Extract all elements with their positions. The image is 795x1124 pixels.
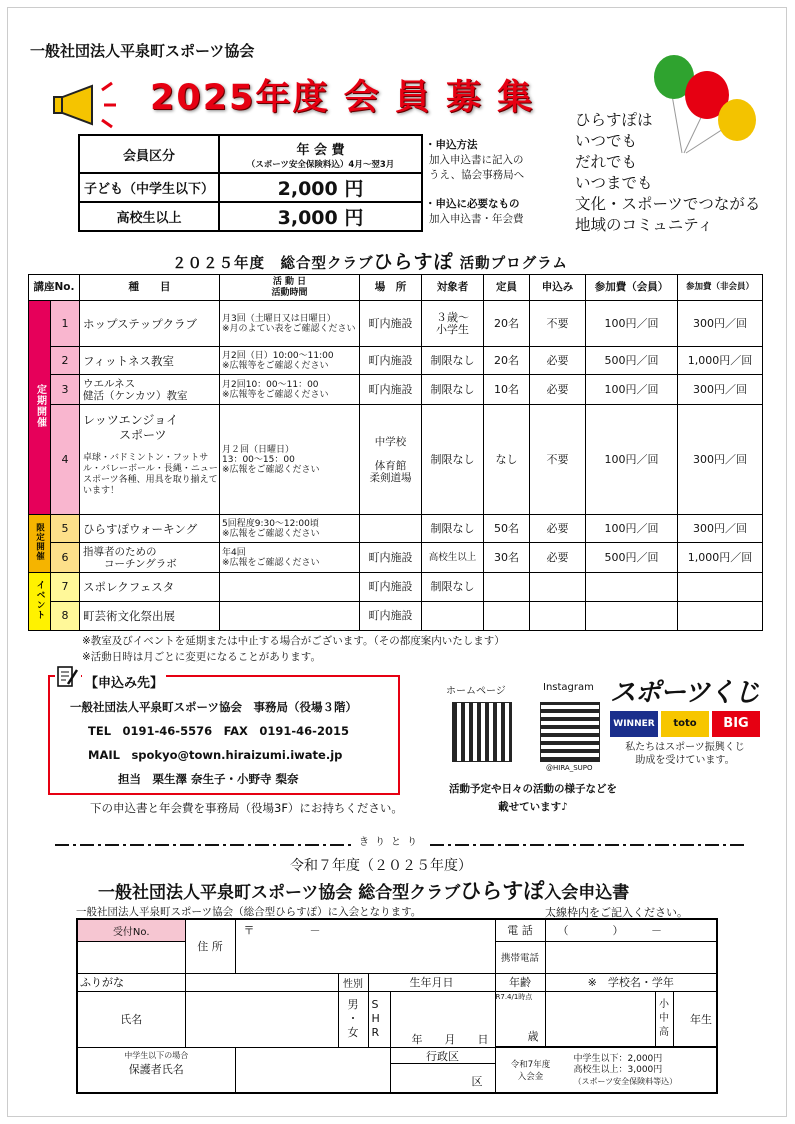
header-place: 場 所 bbox=[360, 275, 422, 301]
apply-needs-heading: ・申込に必要なもの bbox=[425, 198, 520, 210]
row-apply: 必要 bbox=[530, 543, 586, 573]
program-title-pre: ２０２５年度 総合型クラブ bbox=[172, 256, 374, 272]
slogan-line: 文化・スポーツでつながる bbox=[575, 195, 761, 213]
sns-note bbox=[438, 780, 628, 816]
category-regular bbox=[29, 301, 51, 515]
contact-title: 【申込み先】 bbox=[82, 672, 166, 691]
kuji-note-line: 助成を受けています。 bbox=[635, 755, 735, 766]
contact-instruction: 下の申込書と年会費を事務局（役場3F）にお持ちください。 bbox=[90, 801, 403, 815]
row-fee-nonmember: 1,000円／回 bbox=[678, 543, 763, 573]
row-time: 月２回（日曜日） 13：00～15：00 ※広報をご確認ください bbox=[220, 405, 360, 515]
winner-logo: WINNER bbox=[610, 711, 658, 737]
header-cap: 定員 bbox=[484, 275, 530, 301]
row-apply: 必要 bbox=[530, 375, 586, 405]
fee-table bbox=[78, 134, 423, 232]
apply-needs: 加入申込書・年会費 bbox=[429, 213, 524, 225]
district-field[interactable] bbox=[390, 1047, 495, 1093]
header-time: 活 動 日 活動時間 bbox=[220, 275, 360, 301]
guardian-label: 保護者氏名 bbox=[128, 1062, 184, 1076]
row-fee-nonmember: 300円／回 bbox=[678, 375, 763, 405]
tel-field[interactable]: （ ） － bbox=[545, 919, 717, 941]
furigana-label: ふりがな bbox=[77, 973, 185, 991]
row-no: 6 bbox=[51, 543, 80, 573]
row-name: 町芸術文化祭出展 bbox=[80, 602, 220, 631]
mobile-field[interactable] bbox=[545, 941, 717, 973]
row-target: 制限なし bbox=[422, 405, 484, 515]
age-note: R7.4/1時点 bbox=[495, 992, 533, 1001]
row-fee-nonmember: 1,000円／回 bbox=[678, 347, 763, 375]
homepage-qr-icon[interactable] bbox=[452, 702, 512, 762]
row-time bbox=[220, 573, 360, 602]
kuji-note-line: 私たちはスポーツ振興くじ bbox=[625, 742, 745, 753]
row-time: 5回程度9:30～12:00頃 ※広報をご確認ください bbox=[220, 515, 360, 543]
row-fee-nonmember: 300円／回 bbox=[678, 405, 763, 515]
row-name: フィットネス教室 bbox=[80, 347, 220, 375]
contact-mail: MAIL spokyo@town.hiraizumi.iwate.jp bbox=[88, 748, 343, 762]
form-left-note: 一般社団法人平泉町スポーツ協会（総合型ひらすぽ）に入会となります。 bbox=[76, 906, 422, 918]
sex-field[interactable]: 男 ・ 女 bbox=[338, 991, 368, 1047]
program-table bbox=[28, 274, 763, 631]
furigana-field[interactable] bbox=[185, 973, 338, 991]
instagram-label: Instagram bbox=[543, 682, 594, 693]
page-title: 2025年度 会 員 募 集 bbox=[150, 78, 535, 118]
row-target: 制限なし bbox=[422, 515, 484, 543]
category-regular-label: 定期開催 bbox=[34, 384, 46, 428]
row-name: ウエルネス 健活（ケンカツ）教室 bbox=[80, 375, 220, 405]
slogan-line: 地域のコミュニティ bbox=[575, 216, 713, 234]
apply-method: 加入申込書に記入のうえ、協会事務局へ bbox=[429, 154, 525, 181]
row-time: 年4回 ※広報をご確認ください bbox=[220, 543, 360, 573]
contact-staff: 担当 栗生澤 奈生子・小野寺 梨奈 bbox=[118, 772, 299, 786]
header-no: 講座No. bbox=[29, 275, 80, 301]
row-cap bbox=[484, 602, 530, 631]
contact-tel: TEL 0191-46-5576 FAX 0191-46-2015 bbox=[88, 724, 349, 738]
row-no: 3 bbox=[51, 375, 80, 405]
form-right-note: 太線枠内をご記入ください。 bbox=[545, 906, 688, 919]
fee-child: 2,000 円 bbox=[219, 173, 422, 202]
row-target bbox=[422, 602, 484, 631]
row-fee-member bbox=[586, 573, 678, 602]
homepage-label: ホームページ bbox=[446, 686, 506, 697]
row-cap: 20名 bbox=[484, 347, 530, 375]
row-place: 町内施設 bbox=[360, 301, 422, 347]
district-label: 行政区 bbox=[391, 1048, 495, 1064]
fee-col-fee-sub: （スポーツ安全保険料込）4月～翌3月 bbox=[246, 159, 395, 170]
category-event bbox=[29, 573, 51, 631]
birth-label: 生年月日 bbox=[368, 973, 495, 991]
note-line: ※教室及びイベントを延期または中止する場合がございます。（その都度案内いたします） bbox=[82, 635, 505, 647]
megaphone-icon bbox=[52, 80, 132, 130]
form-fee-note: （スポーツ安全保険料等込） bbox=[573, 1076, 678, 1086]
name-label: 氏名 bbox=[77, 991, 185, 1047]
row-desc: 卓球・バドミントン・フットサル・バレーボール・長縄・ニュースポーツ各種、用具を取り揃えています！ bbox=[83, 453, 218, 496]
note-line: ※活動日時は月ごとに変更になることがあります。 bbox=[82, 651, 321, 663]
row-time: 月2回10：00～11：00 ※広報等をご確認ください bbox=[220, 375, 360, 405]
sports-kuji bbox=[610, 672, 760, 767]
row-no: 4 bbox=[51, 405, 80, 515]
sns-note-line: 活動予定や日々の活動の様子などを bbox=[449, 783, 617, 795]
school-label: ※ 学校名・学年 bbox=[545, 973, 717, 991]
row-target: 高校生以上 bbox=[422, 543, 484, 573]
row-target: ３歳～ 小学生 bbox=[422, 301, 484, 347]
row-no: 1 bbox=[51, 301, 80, 347]
apply-method-heading: ・申込方法 bbox=[425, 139, 478, 151]
row-fee-nonmember: 300円／回 bbox=[678, 515, 763, 543]
fee-col-category: 会員区分 bbox=[79, 135, 219, 173]
guardian-note: 中学生以下の場合 bbox=[124, 1050, 189, 1060]
guardian-field[interactable] bbox=[235, 1047, 390, 1093]
row-place: 町内施設 bbox=[360, 347, 422, 375]
row-cap: 30名 bbox=[484, 543, 530, 573]
fee-info bbox=[495, 1047, 717, 1093]
row-fee-member: 100円／回 bbox=[586, 405, 678, 515]
application-form bbox=[76, 918, 718, 1094]
slogan-line: いつでも bbox=[575, 132, 638, 150]
row-fee-member: 500円／回 bbox=[586, 543, 678, 573]
row-fee-member: 100円／回 bbox=[586, 375, 678, 405]
row-name: ホップステップクラブ bbox=[80, 301, 220, 347]
slogan-line: ひらすぽは bbox=[575, 111, 653, 129]
row-time bbox=[220, 602, 360, 631]
row-no: 7 bbox=[51, 573, 80, 602]
row-fee-member bbox=[586, 602, 678, 631]
row-apply: 必要 bbox=[530, 515, 586, 543]
row-no: 5 bbox=[51, 515, 80, 543]
pen-document-icon bbox=[55, 664, 81, 690]
row-place: 中学校 体育館 柔剣道場 bbox=[360, 405, 422, 515]
row-fee-nonmember bbox=[678, 573, 763, 602]
row-name: レッツエンジョイ スポーツ bbox=[83, 413, 179, 442]
header-fee-nonmember: 参加費（非会員） bbox=[678, 275, 763, 301]
age-label: 年齢 bbox=[495, 973, 545, 991]
row-target: 制限なし bbox=[422, 573, 484, 602]
cut-label: きりとり bbox=[355, 833, 427, 848]
fee-cat-adult: 高校生以上 bbox=[79, 202, 219, 231]
row-name: スポレクフェスタ bbox=[80, 573, 220, 602]
name-field[interactable] bbox=[185, 991, 338, 1047]
fee-col-fee-title: 年 会 費 bbox=[296, 142, 345, 158]
toto-logo: toto bbox=[661, 711, 709, 737]
row-fee-nonmember bbox=[678, 602, 763, 631]
uketsuke-field bbox=[77, 941, 185, 973]
row-name-cell bbox=[80, 405, 220, 515]
row-fee-member: 100円／回 bbox=[586, 301, 678, 347]
era-field[interactable]: S H R bbox=[368, 991, 390, 1047]
row-place: 町内施設 bbox=[360, 543, 422, 573]
program-title bbox=[172, 247, 568, 274]
age-field[interactable] bbox=[495, 991, 545, 1047]
form-fee-child: 中学生以下：2,000円 bbox=[573, 1053, 663, 1064]
guardian-label-cell bbox=[77, 1047, 235, 1093]
program-title-post: 活動プログラム bbox=[459, 256, 568, 272]
apply-info bbox=[425, 138, 575, 227]
fee-adult: 3,000 円 bbox=[219, 202, 422, 231]
slogan bbox=[575, 110, 760, 236]
row-apply: 不要 bbox=[530, 301, 586, 347]
row-cap: なし bbox=[484, 405, 530, 515]
row-time: 月3回（土曜日又は日曜日） ※月のよてい表をご確認ください bbox=[220, 301, 360, 347]
form-title-brand: ひらすぽ bbox=[460, 879, 545, 903]
header-apply: 申込み bbox=[530, 275, 586, 301]
instagram-qr-icon[interactable] bbox=[540, 702, 600, 762]
row-target: 制限なし bbox=[422, 347, 484, 375]
row-apply bbox=[530, 602, 586, 631]
sns-note-line: 載せています♪ bbox=[498, 801, 568, 813]
row-no: 8 bbox=[51, 602, 80, 631]
row-target: 制限なし bbox=[422, 375, 484, 405]
uketsuke-label: 受付No. bbox=[77, 919, 185, 941]
fee-cat-child: 子ども（中学生以下） bbox=[79, 173, 219, 202]
row-apply: 不要 bbox=[530, 405, 586, 515]
form-title bbox=[98, 875, 629, 905]
row-time: 月2回（日）10:00～11:00 ※広報等をご確認ください bbox=[220, 347, 360, 375]
fee-col-fee bbox=[219, 135, 422, 173]
district-unit: 区 bbox=[471, 1075, 483, 1088]
tel-label: 電 話 bbox=[495, 919, 545, 941]
form-title-pre: 一般社団法人平泉町スポーツ協会 総合型クラブ bbox=[98, 883, 461, 903]
row-fee-member: 500円／回 bbox=[586, 347, 678, 375]
instagram-handle: @HIRA_SUPO bbox=[546, 764, 593, 772]
header-target: 対象者 bbox=[422, 275, 484, 301]
grade-unit: 年生 bbox=[673, 991, 717, 1047]
category-limited bbox=[29, 515, 51, 573]
kuji-note bbox=[610, 741, 760, 767]
header-name: 種 目 bbox=[80, 275, 220, 301]
contact-box bbox=[48, 675, 400, 795]
age-unit: 歳 bbox=[527, 1030, 539, 1043]
row-fee-nonmember: 300円／回 bbox=[678, 301, 763, 347]
category-event-label: イベント bbox=[34, 580, 45, 620]
row-cap: 10名 bbox=[484, 375, 530, 405]
row-place: 町内施設 bbox=[360, 573, 422, 602]
big-logo: BIG bbox=[712, 711, 760, 737]
org-name: 一般社団法人平泉町スポーツ協会 bbox=[30, 42, 255, 60]
category-limited-label: 限定開催 bbox=[34, 523, 45, 561]
form-year: 令和７年度（２０２５年度） bbox=[290, 858, 472, 874]
row-place: 町内施設 bbox=[360, 375, 422, 405]
slogan-line: いつまでも bbox=[575, 174, 653, 192]
program-title-brand: ひらすぽ bbox=[373, 251, 454, 273]
form-fee-adult: 高校生以上：3,000円 bbox=[573, 1064, 663, 1075]
row-fee-member: 100円／回 bbox=[586, 515, 678, 543]
row-place: 町内施設 bbox=[360, 602, 422, 631]
header-fee-member: 参加費（会員） bbox=[586, 275, 678, 301]
form-fee-label: 令和7年度 入会金 bbox=[510, 1060, 551, 1082]
row-cap bbox=[484, 573, 530, 602]
kuji-title: スポーツくじ bbox=[610, 678, 759, 708]
form-title-post: 入会申込書 bbox=[544, 883, 630, 903]
row-place bbox=[360, 515, 422, 543]
slogan-line: だれでも bbox=[575, 153, 638, 171]
row-no: 2 bbox=[51, 347, 80, 375]
contact-office: 一般社団法人平泉町スポーツ協会 事務局（役場３階） bbox=[70, 700, 358, 714]
sex-label: 性別 bbox=[338, 973, 368, 991]
grade-level[interactable]: 小 中 高 bbox=[655, 991, 673, 1047]
row-cap: 20名 bbox=[484, 301, 530, 347]
address-field[interactable]: 〒 － bbox=[235, 919, 495, 973]
row-cap: 50名 bbox=[484, 515, 530, 543]
address-label: 住 所 bbox=[185, 919, 235, 973]
row-apply bbox=[530, 573, 586, 602]
birth-field[interactable]: 年 月 日 bbox=[390, 991, 495, 1047]
row-name: ひらすぽウォーキング bbox=[80, 515, 220, 543]
mobile-label: 携帯電話 bbox=[495, 941, 545, 973]
row-apply: 必要 bbox=[530, 347, 586, 375]
notes bbox=[82, 633, 505, 665]
row-name: 指導者のための コーチングラボ bbox=[80, 543, 220, 573]
school-field[interactable] bbox=[545, 991, 655, 1047]
